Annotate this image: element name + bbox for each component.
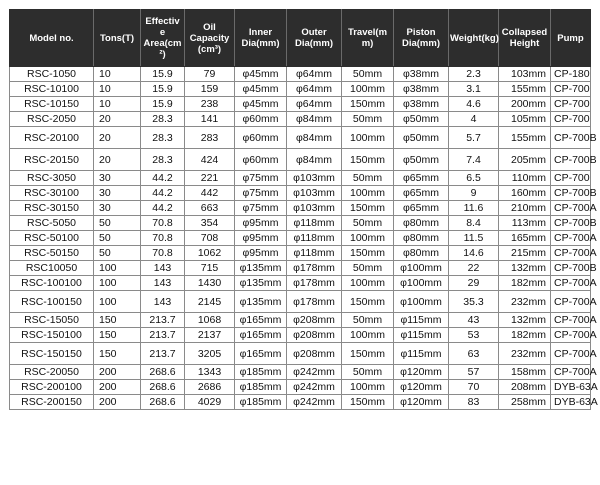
cell-effective-area: 268.6 <box>141 380 185 395</box>
cell-inner-dia: φ185mm <box>235 395 287 410</box>
column-header-line: Inner <box>248 27 273 38</box>
cell-tons: 20 <box>94 149 141 171</box>
cell-weight: 5.7 <box>449 127 499 149</box>
cell-weight: 29 <box>449 276 499 291</box>
cell-oil-capacity: 663 <box>185 201 235 216</box>
cell-tons: 100 <box>94 276 141 291</box>
table-row <box>10 380 591 395</box>
column-header-line: e <box>159 27 166 38</box>
cell-inner-dia: φ185mm <box>235 365 287 380</box>
cell-piston-dia: φ80mm <box>394 231 449 246</box>
column-header-line: Height <box>509 38 540 49</box>
cell-outer-dia: φ64mm <box>287 67 342 82</box>
cell-collapsed-height: 155mm <box>499 127 551 149</box>
table-row <box>10 186 591 201</box>
cell-effective-area: 143 <box>141 261 185 276</box>
cell-piston-dia: φ38mm <box>394 82 449 97</box>
cell-model-no: RSC-1050 <box>10 67 94 82</box>
cell-model-no: RSC-20050 <box>10 365 94 380</box>
column-header-weight <box>449 10 499 67</box>
cell-model-no: RSC-5050 <box>10 216 94 231</box>
cell-effective-area: 143 <box>141 276 185 291</box>
cell-effective-area: 143 <box>141 291 185 313</box>
cell-collapsed-height: 165mm <box>499 231 551 246</box>
cell-travel: 50mm <box>342 261 394 276</box>
cell-inner-dia: φ45mm <box>235 97 287 112</box>
cell-piston-dia: φ65mm <box>394 186 449 201</box>
cell-oil-capacity: 354 <box>185 216 235 231</box>
column-header-outer-dia <box>287 10 342 67</box>
column-header-line: Oil <box>203 21 216 33</box>
table-row <box>10 328 591 343</box>
cell-pump: CP-700A <box>551 343 591 365</box>
cell-weight: 3.1 <box>449 82 499 97</box>
cell-model-no: RSC-100100 <box>10 276 94 291</box>
cell-inner-dia: φ75mm <box>235 186 287 201</box>
cell-inner-dia: φ45mm <box>235 67 287 82</box>
cell-model-no: RSC-3050 <box>10 171 94 186</box>
column-header-line: Travel(m <box>347 27 388 38</box>
cell-model-no: RSC-10150 <box>10 97 94 112</box>
cell-travel: 150mm <box>342 246 394 261</box>
cell-outer-dia: φ118mm <box>287 216 342 231</box>
cell-weight: 57 <box>449 365 499 380</box>
cell-piston-dia: φ120mm <box>394 395 449 410</box>
table-row <box>10 343 591 365</box>
cell-oil-capacity: 141 <box>185 112 235 127</box>
cell-effective-area: 70.8 <box>141 231 185 246</box>
cell-collapsed-height: 132mm <box>499 313 551 328</box>
column-header-line: Capacity <box>189 32 230 44</box>
cell-outer-dia: φ208mm <box>287 328 342 343</box>
cell-effective-area: 44.2 <box>141 171 185 186</box>
cell-tons: 150 <box>94 313 141 328</box>
cell-outer-dia: φ178mm <box>287 291 342 313</box>
cell-effective-area: 268.6 <box>141 395 185 410</box>
cell-travel: 100mm <box>342 276 394 291</box>
cell-model-no: RSC-20100 <box>10 127 94 149</box>
table-row <box>10 231 591 246</box>
cell-pump: CP-700B <box>551 127 591 149</box>
cell-outer-dia: φ103mm <box>287 171 342 186</box>
cell-model-no: RSC-50150 <box>10 246 94 261</box>
cell-travel: 50mm <box>342 365 394 380</box>
spec-table-container <box>9 9 598 410</box>
cell-piston-dia: φ120mm <box>394 365 449 380</box>
cell-inner-dia: φ165mm <box>235 343 287 365</box>
cell-effective-area: 213.7 <box>141 343 185 365</box>
cell-oil-capacity: 2145 <box>185 291 235 313</box>
cell-effective-area: 213.7 <box>141 328 185 343</box>
cell-collapsed-height: 205mm <box>499 149 551 171</box>
cell-travel: 100mm <box>342 231 394 246</box>
cell-oil-capacity: 1430 <box>185 276 235 291</box>
cell-piston-dia: φ115mm <box>394 328 449 343</box>
cell-collapsed-height: 215mm <box>499 246 551 261</box>
column-header-line: Outer <box>301 27 327 38</box>
cell-effective-area: 44.2 <box>141 186 185 201</box>
cell-collapsed-height: 110mm <box>499 171 551 186</box>
cell-pump: DYB-63A <box>551 395 591 410</box>
column-header-travel <box>342 10 394 67</box>
cell-oil-capacity: 238 <box>185 97 235 112</box>
column-header-pump <box>551 10 591 67</box>
cell-tons: 100 <box>94 261 141 276</box>
cell-outer-dia: φ118mm <box>287 231 342 246</box>
cell-inner-dia: φ75mm <box>235 201 287 216</box>
cell-outer-dia: φ64mm <box>287 82 342 97</box>
cell-effective-area: 28.3 <box>141 127 185 149</box>
cell-tons: 50 <box>94 231 141 246</box>
column-header-oil-capacity <box>185 10 235 67</box>
cell-model-no: RSC-20150 <box>10 149 94 171</box>
cell-weight: 9 <box>449 186 499 201</box>
cell-inner-dia: φ165mm <box>235 313 287 328</box>
cell-outer-dia: φ103mm <box>287 201 342 216</box>
cell-outer-dia: φ242mm <box>287 395 342 410</box>
table-row <box>10 112 591 127</box>
cell-inner-dia: φ95mm <box>235 216 287 231</box>
cell-piston-dia: φ100mm <box>394 276 449 291</box>
cell-pump: CP-700B <box>551 216 591 231</box>
cell-piston-dia: φ38mm <box>394 97 449 112</box>
cell-piston-dia: φ65mm <box>394 201 449 216</box>
cell-travel: 100mm <box>342 186 394 201</box>
cell-travel: 100mm <box>342 82 394 97</box>
cell-outer-dia: φ103mm <box>287 186 342 201</box>
table-row <box>10 365 591 380</box>
cell-travel: 150mm <box>342 149 394 171</box>
cell-tons: 30 <box>94 201 141 216</box>
column-header-line: Collapsed <box>501 27 548 38</box>
cell-collapsed-height: 113mm <box>499 216 551 231</box>
header-row <box>10 10 591 67</box>
cell-travel: 50mm <box>342 216 394 231</box>
cell-model-no: RSC-30100 <box>10 186 94 201</box>
column-header-line: Dia(mm) <box>241 38 280 49</box>
cell-travel: 50mm <box>342 171 394 186</box>
table-row <box>10 149 591 171</box>
column-header-line: (cm³) <box>197 43 222 55</box>
cell-oil-capacity: 2686 <box>185 380 235 395</box>
cell-tons: 20 <box>94 112 141 127</box>
table-row <box>10 246 591 261</box>
cell-weight: 63 <box>449 343 499 365</box>
cell-effective-area: 70.8 <box>141 246 185 261</box>
cell-pump: CP-700A <box>551 291 591 313</box>
column-header-inner-dia <box>235 10 287 67</box>
cell-oil-capacity: 708 <box>185 231 235 246</box>
cell-travel: 150mm <box>342 395 394 410</box>
cell-effective-area: 44.2 <box>141 201 185 216</box>
cell-outer-dia: φ208mm <box>287 343 342 365</box>
cell-collapsed-height: 160mm <box>499 186 551 201</box>
cell-weight: 22 <box>449 261 499 276</box>
cell-weight: 4 <box>449 112 499 127</box>
cell-inner-dia: φ60mm <box>235 149 287 171</box>
cell-outer-dia: φ84mm <box>287 149 342 171</box>
cell-model-no: RSC-200100 <box>10 380 94 395</box>
column-header-model-no <box>10 10 94 67</box>
cell-travel: 150mm <box>342 343 394 365</box>
cell-piston-dia: φ50mm <box>394 112 449 127</box>
cell-collapsed-height: 182mm <box>499 328 551 343</box>
cell-pump: CP-700A <box>551 328 591 343</box>
cell-piston-dia: φ38mm <box>394 67 449 82</box>
cell-inner-dia: φ95mm <box>235 231 287 246</box>
cell-piston-dia: φ80mm <box>394 246 449 261</box>
cell-outer-dia: φ118mm <box>287 246 342 261</box>
cell-pump: CP-700A <box>551 201 591 216</box>
cell-collapsed-height: 232mm <box>499 343 551 365</box>
cell-weight: 7.4 <box>449 149 499 171</box>
cell-travel: 150mm <box>342 97 394 112</box>
table-row <box>10 276 591 291</box>
column-header-tons <box>94 10 141 67</box>
cell-effective-area: 70.8 <box>141 216 185 231</box>
cell-piston-dia: φ100mm <box>394 291 449 313</box>
cell-effective-area: 28.3 <box>141 112 185 127</box>
cell-pump: CP-700 <box>551 97 591 112</box>
cell-weight: 2.3 <box>449 67 499 82</box>
cell-collapsed-height: 158mm <box>499 365 551 380</box>
column-header-line: Dia(mm) <box>401 38 440 49</box>
cell-tons: 50 <box>94 246 141 261</box>
column-header-line: Model no. <box>29 32 74 44</box>
cell-tons: 30 <box>94 186 141 201</box>
cell-pump: CP-700 <box>551 112 591 127</box>
cell-oil-capacity: 424 <box>185 149 235 171</box>
table-row <box>10 67 591 82</box>
cell-piston-dia: φ120mm <box>394 380 449 395</box>
cell-collapsed-height: 182mm <box>499 276 551 291</box>
cell-travel: 100mm <box>342 380 394 395</box>
cell-model-no: RSC-100150 <box>10 291 94 313</box>
cell-travel: 150mm <box>342 291 394 313</box>
cell-pump: CP-700A <box>551 276 591 291</box>
cell-oil-capacity: 221 <box>185 171 235 186</box>
cell-inner-dia: φ75mm <box>235 171 287 186</box>
cell-model-no: RSC-30150 <box>10 201 94 216</box>
cell-tons: 200 <box>94 380 141 395</box>
cell-effective-area: 28.3 <box>141 149 185 171</box>
cell-tons: 20 <box>94 127 141 149</box>
cell-oil-capacity: 442 <box>185 186 235 201</box>
cell-oil-capacity: 1343 <box>185 365 235 380</box>
cell-inner-dia: φ165mm <box>235 328 287 343</box>
table-row <box>10 171 591 186</box>
cell-tons: 150 <box>94 343 141 365</box>
cell-inner-dia: φ60mm <box>235 112 287 127</box>
column-header-line: m) <box>361 38 374 49</box>
table-body <box>10 67 598 410</box>
table-row <box>10 127 591 149</box>
cell-model-no: RSC-200150 <box>10 395 94 410</box>
cell-oil-capacity: 715 <box>185 261 235 276</box>
cell-collapsed-height: 258mm <box>499 395 551 410</box>
hydraulic-cylinder-spec-table <box>9 9 598 410</box>
column-header-effective-area <box>141 10 185 67</box>
cell-pump: CP-700A <box>551 313 591 328</box>
cell-effective-area: 15.9 <box>141 97 185 112</box>
cell-inner-dia: φ135mm <box>235 276 287 291</box>
cell-model-no: RSC-50100 <box>10 231 94 246</box>
cell-weight: 83 <box>449 395 499 410</box>
cell-travel: 50mm <box>342 313 394 328</box>
cell-inner-dia: φ135mm <box>235 261 287 276</box>
cell-tons: 200 <box>94 365 141 380</box>
cell-piston-dia: φ65mm <box>394 171 449 186</box>
cell-tons: 10 <box>94 67 141 82</box>
cell-travel: 150mm <box>342 201 394 216</box>
cell-effective-area: 15.9 <box>141 67 185 82</box>
cell-model-no: RSC-2050 <box>10 112 94 127</box>
column-header-line: Effectiv <box>145 16 180 27</box>
cell-tons: 50 <box>94 216 141 231</box>
cell-effective-area: 15.9 <box>141 82 185 97</box>
table-row <box>10 291 591 313</box>
column-header-line: Dia(mm) <box>294 38 333 49</box>
cell-oil-capacity: 283 <box>185 127 235 149</box>
cell-piston-dia: φ50mm <box>394 127 449 149</box>
cell-effective-area: 268.6 <box>141 365 185 380</box>
column-header-line: Pump <box>557 32 584 44</box>
cell-weight: 11.5 <box>449 231 499 246</box>
table-row <box>10 395 591 410</box>
cell-weight: 43 <box>449 313 499 328</box>
cell-pump: CP-700A <box>551 231 591 246</box>
cell-inner-dia: φ185mm <box>235 380 287 395</box>
column-header-collapsed-height <box>499 10 551 67</box>
table-row <box>10 313 591 328</box>
cell-model-no: RSC10050 <box>10 261 94 276</box>
cell-weight: 35.3 <box>449 291 499 313</box>
cell-tons: 100 <box>94 291 141 313</box>
cell-inner-dia: φ60mm <box>235 127 287 149</box>
cell-model-no: RSC-10100 <box>10 82 94 97</box>
cell-travel: 50mm <box>342 112 394 127</box>
table-row <box>10 97 591 112</box>
cell-tons: 200 <box>94 395 141 410</box>
cell-weight: 4.6 <box>449 97 499 112</box>
cell-outer-dia: φ178mm <box>287 261 342 276</box>
cell-piston-dia: φ115mm <box>394 343 449 365</box>
table-row <box>10 216 591 231</box>
cell-piston-dia: φ80mm <box>394 216 449 231</box>
cell-oil-capacity: 2137 <box>185 328 235 343</box>
cell-outer-dia: φ242mm <box>287 365 342 380</box>
cell-oil-capacity: 1062 <box>185 246 235 261</box>
cell-oil-capacity: 3205 <box>185 343 235 365</box>
cell-oil-capacity: 159 <box>185 82 235 97</box>
cell-outer-dia: φ242mm <box>287 380 342 395</box>
cell-inner-dia: φ135mm <box>235 291 287 313</box>
cell-pump: CP-700 <box>551 82 591 97</box>
cell-travel: 50mm <box>342 67 394 82</box>
cell-pump: CP-700B <box>551 186 591 201</box>
cell-pump: CP-700A <box>551 365 591 380</box>
cell-pump: CP-700B <box>551 149 591 171</box>
cell-tons: 30 <box>94 171 141 186</box>
cell-piston-dia: φ50mm <box>394 149 449 171</box>
cell-pump: CP-700 <box>551 171 591 186</box>
cell-tons: 10 <box>94 82 141 97</box>
cell-weight: 70 <box>449 380 499 395</box>
cell-pump: CP-700A <box>551 246 591 261</box>
cell-oil-capacity: 4029 <box>185 395 235 410</box>
cell-outer-dia: φ178mm <box>287 276 342 291</box>
cell-collapsed-height: 200mm <box>499 97 551 112</box>
cell-outer-dia: φ84mm <box>287 127 342 149</box>
cell-tons: 150 <box>94 328 141 343</box>
cell-inner-dia: φ95mm <box>235 246 287 261</box>
cell-travel: 100mm <box>342 127 394 149</box>
cell-model-no: RSC-150100 <box>10 328 94 343</box>
cell-collapsed-height: 210mm <box>499 201 551 216</box>
cell-tons: 10 <box>94 97 141 112</box>
cell-pump: DYB-63A <box>551 380 591 395</box>
column-header-line: ²) <box>159 49 166 60</box>
cell-pump: CP-700B <box>551 261 591 276</box>
column-header-line: Tons(T) <box>99 32 135 44</box>
cell-piston-dia: φ100mm <box>394 261 449 276</box>
cell-outer-dia: φ64mm <box>287 97 342 112</box>
cell-outer-dia: φ84mm <box>287 112 342 127</box>
cell-outer-dia: φ208mm <box>287 313 342 328</box>
cell-pump: CP-180 <box>551 67 591 82</box>
cell-collapsed-height: 155mm <box>499 82 551 97</box>
cell-weight: 14.6 <box>449 246 499 261</box>
column-header-piston-dia <box>394 10 449 67</box>
cell-inner-dia: φ45mm <box>235 82 287 97</box>
table-row <box>10 82 591 97</box>
column-header-line: Weight(kg) <box>450 32 499 44</box>
cell-weight: 11.6 <box>449 201 499 216</box>
cell-collapsed-height: 105mm <box>499 112 551 127</box>
cell-oil-capacity: 1068 <box>185 313 235 328</box>
cell-collapsed-height: 103mm <box>499 67 551 82</box>
cell-oil-capacity: 79 <box>185 67 235 82</box>
column-header-line: Piston <box>406 27 436 38</box>
cell-weight: 53 <box>449 328 499 343</box>
cell-piston-dia: φ115mm <box>394 313 449 328</box>
cell-weight: 8.4 <box>449 216 499 231</box>
cell-collapsed-height: 208mm <box>499 380 551 395</box>
table-row <box>10 201 591 216</box>
cell-weight: 6.5 <box>449 171 499 186</box>
cell-model-no: RSC-150150 <box>10 343 94 365</box>
table-row <box>10 261 591 276</box>
cell-model-no: RSC-15050 <box>10 313 94 328</box>
cell-collapsed-height: 232mm <box>499 291 551 313</box>
cell-travel: 100mm <box>342 328 394 343</box>
column-header-line: Area(cm <box>143 38 182 49</box>
cell-collapsed-height: 132mm <box>499 261 551 276</box>
cell-effective-area: 213.7 <box>141 313 185 328</box>
